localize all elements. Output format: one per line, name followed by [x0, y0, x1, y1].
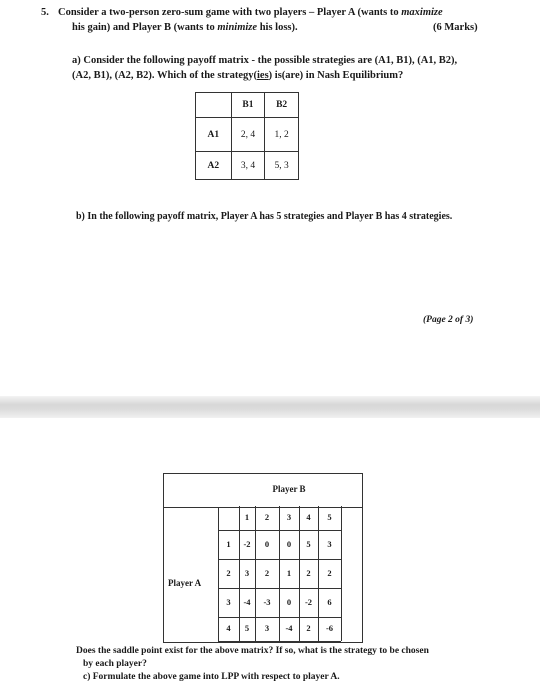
matrix-cell: 2, 4	[231, 118, 265, 152]
row-header: 2	[226, 567, 231, 578]
matrix-cell: 3	[264, 623, 270, 633]
payoff-matrix-small	[195, 92, 299, 180]
matrix-cell: 0	[286, 596, 292, 607]
column-header: 5	[327, 512, 332, 522]
matrix-cell: 3, 4	[231, 152, 265, 180]
matrix-cell: -3	[263, 596, 271, 607]
maximize-word: maximize	[401, 7, 443, 18]
matrix-corner	[196, 93, 232, 118]
matrix-cell: 3	[327, 538, 332, 549]
saddle-question-line-1: Does the saddle point exist for the above matrix? If so, what is the strategy to be chosen	[76, 646, 429, 656]
matrix-cell: 2	[306, 623, 311, 633]
col-header-b2: B2	[265, 93, 299, 118]
matrix-cell: -4	[285, 623, 293, 633]
matrix-cell: 5, 3	[265, 152, 299, 180]
column-header: 3	[286, 512, 292, 522]
question-number: 5.	[41, 7, 49, 18]
question-line-2-text: his gain) and Player B (wants to	[72, 22, 218, 33]
part-c-text: c) Formulate the above game into LPP with respect to player A.	[83, 672, 340, 682]
matrix-cell: 3	[244, 567, 250, 578]
row-header: 1	[226, 538, 231, 549]
matrix-cell: 5	[306, 538, 311, 549]
matrix-cell: 2	[264, 567, 270, 578]
part-a-line-1: a) Consider the following payoff matrix - the possible strategies are (A1, B1), (A1, B2),	[72, 55, 458, 66]
matrix-cell: 6	[327, 596, 332, 607]
saddle-question-line-2: by each player?	[83, 659, 147, 669]
page-break	[0, 396, 540, 418]
question-page-bottom	[0, 418, 540, 700]
question-line-1-text: Consider a two-person zero-sum game with two players – Player A (wants to	[58, 7, 402, 18]
matrix-cell: 1	[286, 567, 292, 578]
col-header-b1: B1	[231, 93, 265, 118]
column-header: 4	[306, 512, 311, 522]
matrix-cell: -2	[304, 596, 313, 607]
minimize-word: minimize	[217, 22, 258, 33]
matrix-cell: 2	[306, 567, 311, 578]
part-a-line-2	[72, 69, 403, 82]
row-header-a1: A1	[196, 118, 232, 152]
row-header-a2: A2	[196, 152, 232, 180]
grid-line	[218, 641, 341, 642]
question-line-2	[72, 21, 298, 34]
part-b-text: b) In the following payoff matrix, Player A has 5 strategies and Player B has 4 strategies.	[76, 211, 453, 222]
question-line-1	[58, 6, 443, 19]
matrix-cell: -4	[243, 596, 251, 607]
column-header: 2	[264, 512, 270, 522]
matrix-cell: 2	[327, 567, 332, 578]
row-header: 3	[226, 596, 231, 607]
matrix-cell: -2	[243, 538, 251, 549]
page-number: (Page 2 of 3)	[423, 315, 474, 325]
ies-underlined: ies	[257, 70, 269, 81]
matrix-cell: 1, 2	[265, 118, 299, 152]
matrix-cell: 0	[286, 538, 292, 549]
question-line-2-end: his loss).	[257, 22, 298, 33]
player-a-label: Player A	[168, 578, 202, 588]
player-b-label: Player B	[272, 484, 306, 494]
marks-label: (6 Marks)	[433, 22, 478, 33]
part-a-line-2-text: (A2, B1), (A2, B2). Which of the strategy(	[72, 70, 257, 81]
part-a-line-2-end: ) is(are) in Nash Equilibrium?	[268, 70, 404, 81]
matrix-cell: -6	[325, 623, 334, 633]
matrix-cell: 0	[264, 538, 270, 549]
header-divider	[164, 507, 362, 508]
matrix-cell: 5	[244, 623, 250, 633]
column-header: 1	[244, 512, 250, 522]
grid-line	[341, 506, 342, 641]
row-header: 4	[226, 623, 231, 633]
